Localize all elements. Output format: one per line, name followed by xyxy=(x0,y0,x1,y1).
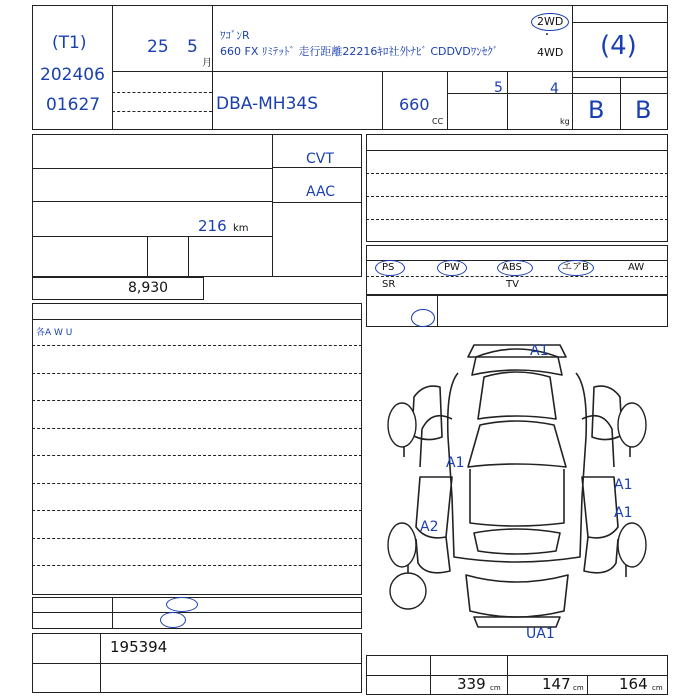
glass-chip-circle xyxy=(166,597,198,612)
damage-mark-rear: UA1 xyxy=(526,626,555,642)
height-unit: cm xyxy=(652,684,663,692)
warranty-none-circle xyxy=(411,309,435,327)
evaluation-score: (4) xyxy=(600,31,637,61)
door-value: 5 xyxy=(494,80,503,96)
exterior-grade: B xyxy=(588,96,605,124)
damage-mark-right-upper: A1 xyxy=(614,477,633,493)
equip-tv: TV xyxy=(506,279,519,290)
note-item: 各A W U xyxy=(36,328,73,338)
interior-grade: B xyxy=(635,96,652,124)
equip-airbag: エアB xyxy=(562,262,589,273)
damage-mark-right-lower: A1 xyxy=(614,505,633,521)
capacity-value: 4 xyxy=(550,81,559,97)
equip-ps: PS xyxy=(382,262,395,273)
recycle-value: 8,930 xyxy=(128,280,169,296)
displacement-unit: CC xyxy=(432,117,444,126)
registration-month: 5 xyxy=(187,37,198,57)
length-unit: cm xyxy=(490,684,501,692)
equip-sr: SR xyxy=(382,279,396,290)
drive-4wd: 4WD xyxy=(537,46,564,59)
width-unit: cm xyxy=(573,684,584,692)
model-name: ﾜｺﾞﾝR xyxy=(220,29,250,42)
grade-description: 660 FX ﾘﾐﾃｯﾄﾞ 走行距離22216ｷﾛ社外ﾅﾋﾞ CDDVDﾜﾝｾｸﾞ xyxy=(220,45,499,58)
damage-mark-left: A1 xyxy=(446,455,465,471)
equip-airbag-circle xyxy=(558,260,594,276)
equip-pw: PW xyxy=(444,262,460,273)
ac-value: AAC xyxy=(306,184,336,200)
drive-separator: ・ xyxy=(542,30,552,41)
displacement-value: 660 xyxy=(399,95,430,114)
chassis-number: 195394 xyxy=(110,638,168,656)
auction-sheet xyxy=(32,5,668,695)
equip-ps-circle xyxy=(375,260,405,276)
car-damage-diagram xyxy=(366,327,668,645)
type-value: DBA-MH34S xyxy=(216,94,319,114)
damage-mark-top: A1 xyxy=(530,343,549,359)
lot-prefix: (T1) xyxy=(52,33,87,53)
warranty-frame xyxy=(366,295,668,327)
month-unit: 月 xyxy=(202,58,212,69)
equip-aw: AW xyxy=(628,262,645,273)
equip-abs: ABS xyxy=(502,262,522,273)
shift-value: CVT xyxy=(306,151,334,167)
damage-mark-left-rear: A2 xyxy=(420,519,439,535)
lot-number: 01627 xyxy=(46,95,101,115)
lot-year: 202406 xyxy=(40,65,105,85)
weight-unit: kg xyxy=(560,117,570,126)
notes-frame xyxy=(32,303,362,595)
drive-2wd: 2WD xyxy=(537,15,564,28)
mileage-unit: km xyxy=(233,223,249,234)
registration-year: 25 xyxy=(147,37,169,57)
equip-pw-circle xyxy=(437,260,467,276)
mileage-rest: 216 xyxy=(198,217,227,235)
equip-abs-circle xyxy=(497,260,533,276)
length-value: 339 xyxy=(457,675,486,693)
interior-dirt-circle xyxy=(160,612,186,628)
recycle-frame xyxy=(32,277,204,300)
height-value: 164 xyxy=(619,675,648,693)
width-value: 147 xyxy=(542,675,571,693)
